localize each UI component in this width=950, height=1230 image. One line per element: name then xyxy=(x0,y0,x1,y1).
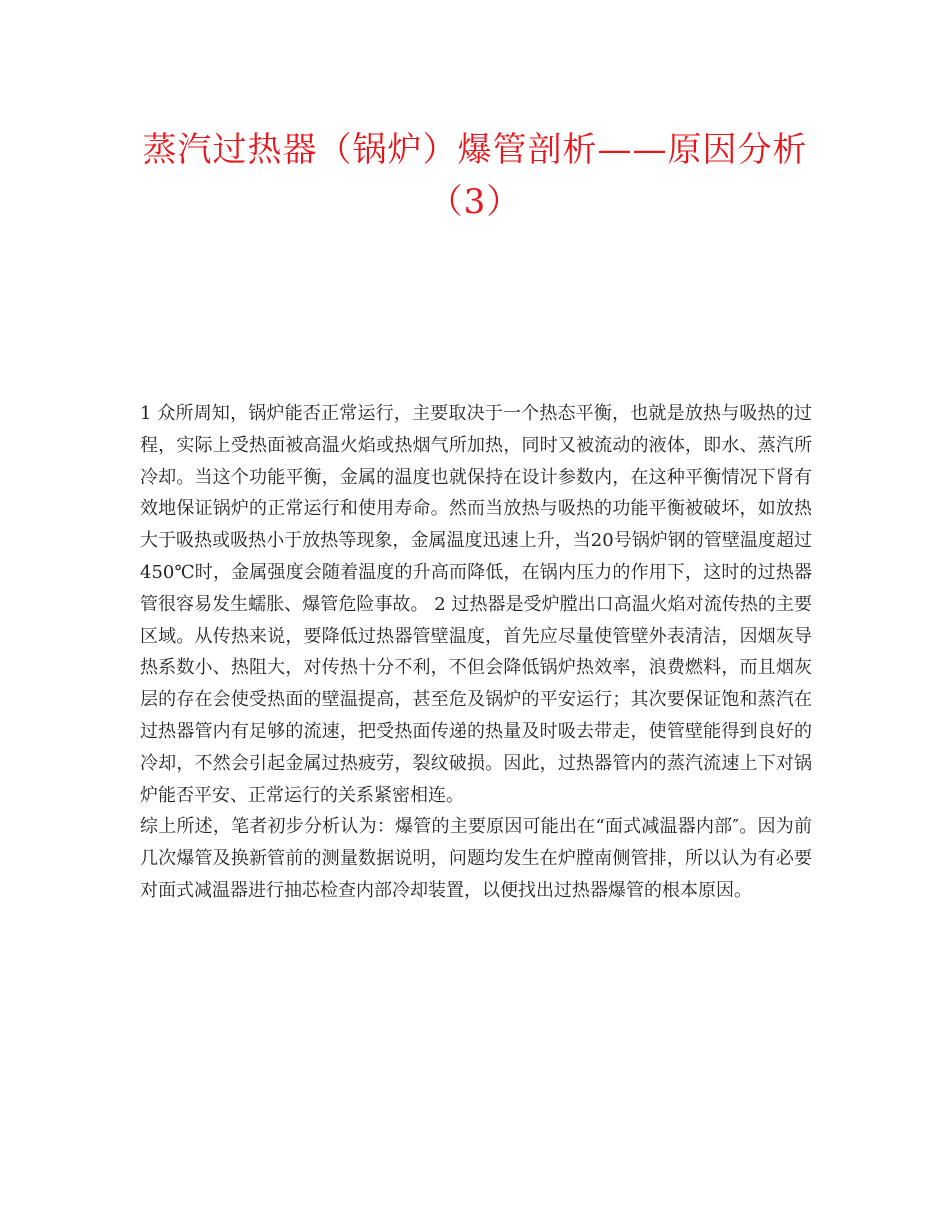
paragraph-2: 综上所述，笔者初步分析认为：爆管的主要原因可能出在“面式减温器内部″。因为前几次爆管及换新管前的测量数据说明，问题均发生在炉膛南侧管排，所以认为有必要对面式减温器进行抽芯检查内部冷却装置，以便找出过热器爆管的根本原因。 xyxy=(140,816,812,901)
document-body xyxy=(140,398,812,907)
paragraph-1: 1 众所周知，锅炉能否正常运行，主要取决于一个热态平衡，也就是放热与吸热的过程，实际上受热面被高温火焰或热烟气所加热，同时又被流动的液体，即水、蒸汽所冷却。当这个功能平衡，金属的温度也就保持在设计参数内，在这种平衡情况下肾有效地保证锅炉的正常运行和使用寿命。然而当放热与吸热的功能平衡被破坏，如放热大于吸热或吸热小于放热等现象，金属温度迅速上升，当20号锅炉钢的管壁温度超过450℃时，金属强度会随着温度的升高而降低，在锅内压力的作用下，这时的过热器管很容易发生蠕胀、爆管危险事故。 2 过热器是受炉膛出口高温火焰对流传热的主要区域。从传热来说，要降低过热器管壁温度，首先应尽量使管壁外表清洁，因烟灰导热系数小、热阻大，对传热十分不利，不但会降低锅炉热效率，浪费燃料，而且烟灰层的存在会使受热面的壁温提高，甚至危及锅炉的平安运行；其次要保证饱和蒸汽在过热器管内有足够的流速，把受热面传递的热量及时吸去带走，使管壁能得到良好的冷却，不然会引起金属过热疲劳，裂纹破损。因此，过热器管内的蒸汽流速上下对锅炉能否平安、正常运行的关系紧密相连。 xyxy=(140,403,812,806)
document-title: 蒸汽过热器（锅炉）爆管剖析——原因分析（3） xyxy=(142,130,808,222)
